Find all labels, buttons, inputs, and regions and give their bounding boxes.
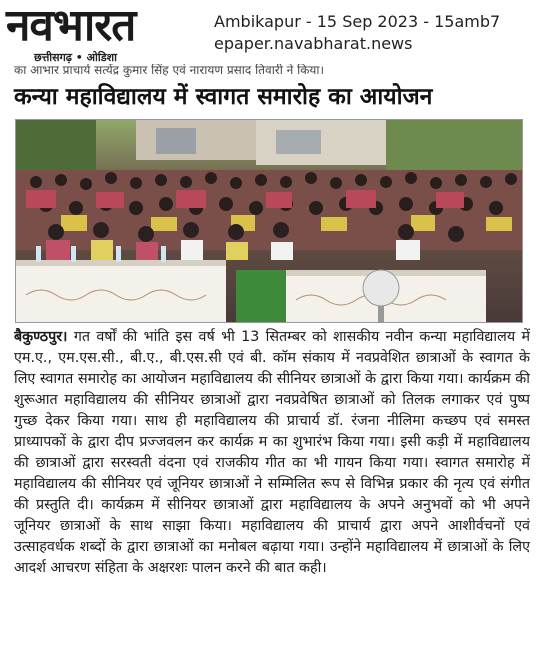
newspaper-logo: नवभारत [6, 0, 136, 51]
dateline: बैकुण्ठपुर। [14, 329, 68, 345]
edition-date: Ambikapur - 15 Sep 2023 - 15amb7 [214, 12, 501, 31]
event-photo [15, 119, 523, 323]
previous-article-fragment: का आभार प्राचार्य सत्येंद्र कुमार सिंह एवं नारायण प्रसाद तिवारी ने किया। [14, 64, 325, 77]
edition-label: छत्तीसगढ़ • ओडिशा [34, 51, 117, 64]
header [0, 0, 544, 66]
article-headline: कन्या महाविद्यालय में स्वागत समारोह का आयोजन [14, 84, 433, 110]
article-body [14, 327, 530, 642]
epaper-url[interactable]: epaper.navabharat.news [214, 34, 413, 53]
article-text: गत वर्षों की भांति इस वर्ष भी 13 सितम्बर को शासकीय नवीन कन्या महाविद्यालय में एम.ए., एम.एस.सी., बी.ए., बी.एस.सी एवं बी. कॉम संकाय में नवप्रवेशित छात्राओं के स्वागत के लिए स्वागत समारोह का आयोजन महाविद्यालय की सीनियर छात्राओं के द्वारा किया गया। कार्यक्रम की शुरूआत महाविद्यालय की सीनियर छात्राओं द्वारा नवप्रवेषित छात्राओं को तिलक लगाकर एवं पुष्प गुच्छ देकर किया गया। साथ ही महाविद्यालय की प्राचार्य डॉ. रंजना नीलिमा कच्छप एवं समस्त प्राध्यापकों के द्वारा दीप प्रज्जवलन कर कार्यक्र म का शुभारंभ किया गया। इसी कड़ी में महाविद्यालय की छात्राओं द्वारा सरस्वती वंदना एवं राजकीय गीत का भी गायन किया गया। स्वागत समारोह में महाविद्यालय की सीनियर एवं जूनियर छात्राओं ने सम्मिलित रूप से विभिन्न प्रकार की नृत्य एवं संगीत की प्रस्तुति दी। कार्यक्रम में सीनियर छात्राओं द्वारा महाविद्यालय के अपने अनुभवों को भी अपने जूनियर छात्राओं के साथ साझा किया। महाविद्यालय की प्राचार्य द्वारा अपने आशीर्वचनों एवं उत्साहवर्धक शब्दों के द्वारा छात्राओं का मनोबल बढ़ाया गया। उन्होंने महाविद्यालय में छात्राओं के लिए आदर्श आचरण संहिता के अक्षरशः पालन करने की बात कही। [14, 329, 530, 576]
